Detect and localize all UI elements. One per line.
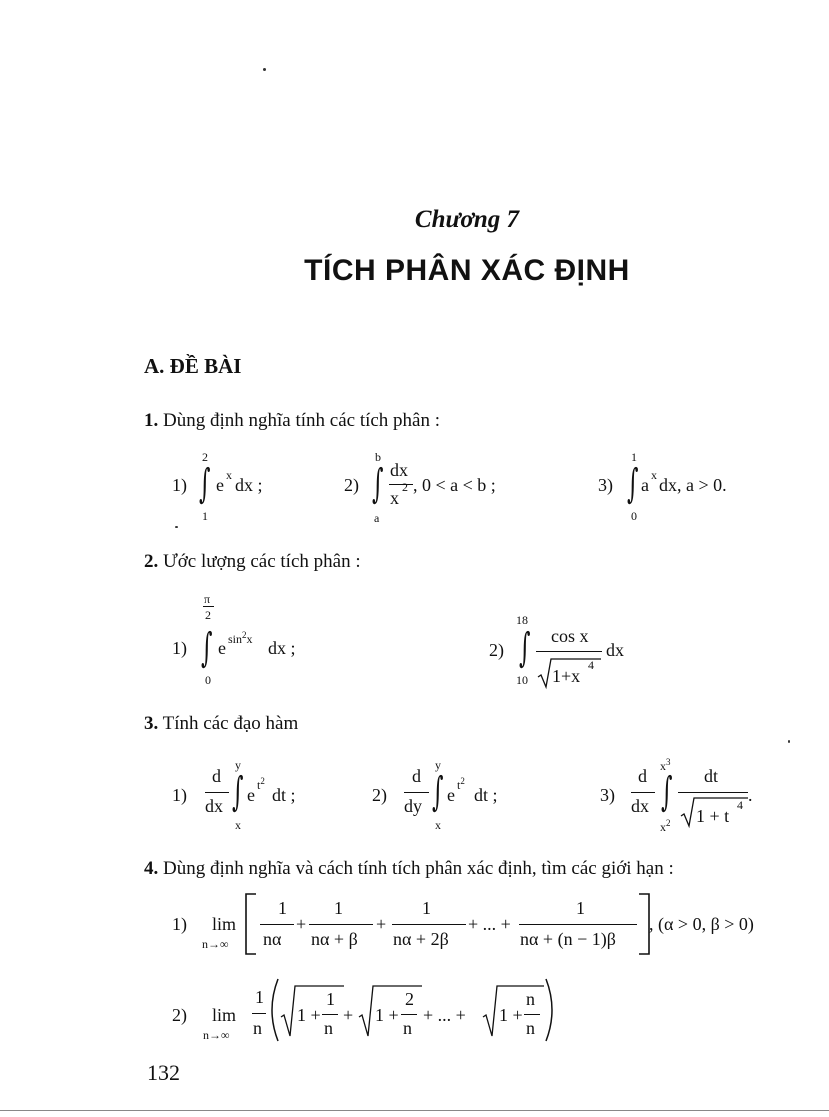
root-term: 1 + bbox=[297, 1005, 321, 1025]
integral-lower-limit: 10 bbox=[516, 673, 528, 687]
integral-upper-limit: 2 bbox=[202, 450, 208, 464]
integral-lower-limit: a bbox=[374, 511, 380, 525]
integrand-exponent: $\sin^2x$ bbox=[228, 630, 253, 646]
integral-lower-limit: 1 bbox=[202, 509, 208, 523]
integral-lower-limit: x bbox=[235, 818, 241, 832]
speck bbox=[788, 740, 790, 743]
integral-upper-limit-denominator: 2 bbox=[205, 608, 211, 622]
integrand-exponent: $t^2$ bbox=[257, 776, 265, 792]
root-term-denominator: n bbox=[324, 1018, 333, 1038]
fraction-bar bbox=[309, 924, 373, 925]
fraction-bar bbox=[536, 651, 602, 652]
fraction-bar bbox=[389, 484, 413, 485]
limit-subscript: n→∞ bbox=[202, 937, 229, 951]
speck bbox=[175, 526, 178, 528]
right-paren-icon bbox=[544, 978, 558, 1042]
integrand-tail: dt ; bbox=[474, 785, 498, 805]
term-numerator: 1 bbox=[334, 898, 343, 918]
plus-sign: + bbox=[376, 914, 387, 934]
root-term-numerator: 2 bbox=[405, 989, 414, 1009]
problem-number: 3. bbox=[144, 713, 159, 734]
page-number: 132 bbox=[147, 1060, 180, 1085]
item-label: 3) bbox=[600, 785, 615, 805]
denominator-exponent: 4 bbox=[588, 658, 594, 672]
fraction-bar bbox=[631, 792, 655, 793]
integrand-tail: dt ; bbox=[272, 785, 296, 805]
limit-subscript: n→∞ bbox=[203, 1028, 230, 1042]
bottom-edge-line bbox=[0, 1110, 829, 1111]
fraction-denominator: x bbox=[390, 488, 399, 508]
integral-sign: ∫ bbox=[201, 625, 213, 671]
chapter-title: TÍCH PHÂN XÁC ĐỊNH bbox=[304, 254, 630, 287]
derivative-numerator: d bbox=[412, 766, 421, 786]
plus-sign: + bbox=[296, 914, 307, 934]
fraction-numerator: dt bbox=[704, 766, 719, 786]
term-denominator: nα bbox=[263, 929, 282, 949]
prefactor-numerator: 1 bbox=[255, 987, 264, 1007]
item-label: 1) bbox=[172, 914, 187, 934]
problem-text: Tính các đạo hàm bbox=[162, 713, 299, 734]
derivative-denominator: dy bbox=[404, 796, 422, 816]
fraction-bar bbox=[392, 924, 466, 925]
root-term-denominator: n bbox=[526, 1018, 535, 1038]
condition-text: , (α > 0, β > 0) bbox=[649, 914, 754, 934]
integral-upper-limit: y bbox=[435, 758, 441, 772]
section-heading: A. ĐỀ BÀI bbox=[144, 354, 242, 378]
derivative-numerator: d bbox=[638, 766, 647, 786]
derivative-denominator: dx bbox=[205, 796, 223, 816]
prefactor-denominator: n bbox=[253, 1018, 262, 1038]
integral-upper-limit: 18 bbox=[516, 613, 528, 627]
left-paren-icon bbox=[266, 978, 280, 1042]
root-term-denominator: n bbox=[403, 1018, 412, 1038]
integrand-base: e bbox=[218, 638, 226, 658]
item-label: 2) bbox=[489, 640, 504, 660]
integral-upper-limit: b bbox=[375, 450, 381, 464]
integral-lower-limit: x bbox=[435, 818, 441, 832]
problem-text: Dùng định nghĩa và cách tính tích phân xác định, tìm các giới hạn : bbox=[163, 858, 674, 879]
integrand-base: a bbox=[641, 475, 649, 495]
integrand-exponent: x bbox=[226, 468, 232, 482]
integral-sign: ∫ bbox=[372, 461, 384, 507]
integral-sign: ∫ bbox=[519, 625, 531, 671]
left-bracket-icon bbox=[244, 893, 258, 955]
fraction-bar bbox=[322, 1014, 338, 1015]
root-term: 1 + bbox=[375, 1005, 399, 1025]
item-label: 3) bbox=[598, 475, 613, 495]
fraction-bar bbox=[401, 1014, 417, 1015]
item-label: 2) bbox=[172, 1005, 187, 1025]
item-label: 1) bbox=[172, 475, 187, 495]
problem-4-statement bbox=[144, 858, 674, 880]
integrand-tail: dx ; bbox=[268, 638, 296, 658]
limit-operator: lim bbox=[212, 1005, 237, 1025]
integrand-tail: , 0 < a < b ; bbox=[413, 475, 496, 495]
fraction-denominator: 1 + t bbox=[696, 806, 730, 826]
integrand-exponent: x bbox=[651, 468, 657, 482]
problem-1-statement bbox=[144, 410, 440, 432]
fraction-bar bbox=[519, 924, 637, 925]
denominator-exponent: 4 bbox=[737, 798, 743, 812]
fraction-bar bbox=[404, 792, 429, 793]
term-denominator: nα + (n − 1)β bbox=[520, 929, 616, 949]
problem-text: Dùng định nghĩa tính các tích phân : bbox=[163, 410, 441, 431]
integral-sign: ∫ bbox=[661, 769, 673, 815]
problem-number: 2. bbox=[144, 551, 159, 572]
fraction-denominator: 1+x bbox=[552, 666, 581, 686]
integral-sign: ∫ bbox=[199, 461, 211, 507]
integrand-exponent: $t^2$ bbox=[457, 776, 465, 792]
speck bbox=[263, 68, 266, 71]
fraction-bar bbox=[524, 1014, 540, 1015]
integrand-tail: dx bbox=[606, 640, 624, 660]
derivative-denominator: dx bbox=[631, 796, 649, 816]
ellipsis-plus: + ... + bbox=[468, 914, 511, 934]
term-denominator: nα + β bbox=[311, 929, 358, 949]
derivative-numerator: d bbox=[212, 766, 221, 786]
integral-upper-limit: $x^3$ bbox=[660, 757, 671, 773]
integral-sign: ∫ bbox=[232, 769, 244, 815]
item-label: 2) bbox=[344, 475, 359, 495]
item-label: 1) bbox=[172, 785, 187, 805]
chapter-heading: Chương 7 bbox=[414, 206, 520, 233]
fraction-numerator: dx bbox=[390, 460, 408, 480]
limit-fraction-bar bbox=[203, 606, 214, 607]
term-numerator: 1 bbox=[576, 898, 585, 918]
problem-3-statement bbox=[144, 713, 298, 735]
integral-lower-limit: 0 bbox=[205, 673, 211, 687]
integral-lower-limit: 0 bbox=[631, 509, 637, 523]
root-term-numerator: n bbox=[526, 989, 535, 1009]
integrand-tail: dx ; bbox=[235, 475, 263, 495]
item-label: 2) bbox=[372, 785, 387, 805]
item-label: 1) bbox=[172, 638, 187, 658]
integral-sign: ∫ bbox=[627, 461, 639, 507]
fraction-bar bbox=[678, 792, 748, 793]
term-denominator: nα + 2β bbox=[393, 929, 449, 949]
fraction-bar bbox=[252, 1013, 266, 1014]
limit-operator: lim bbox=[212, 914, 237, 934]
integral-upper-limit: 1 bbox=[631, 450, 637, 464]
fraction-bar bbox=[260, 924, 294, 925]
integral-upper-limit: y bbox=[235, 758, 241, 772]
problem-text: Ước lượng các tích phân : bbox=[163, 551, 361, 572]
integrand-tail: dx, a > 0. bbox=[659, 475, 727, 495]
integral-sign: ∫ bbox=[432, 769, 444, 815]
integrand-base: e bbox=[216, 475, 224, 495]
root-term-numerator: 1 bbox=[326, 989, 335, 1009]
integrand-tail: . bbox=[748, 785, 753, 805]
fraction-numerator: cos x bbox=[551, 626, 589, 646]
term-numerator: 1 bbox=[278, 898, 287, 918]
fraction-bar bbox=[205, 792, 229, 793]
problem-2-statement bbox=[144, 551, 361, 573]
integral-lower-limit: $x^2$ bbox=[660, 818, 671, 834]
problem-number: 1. bbox=[144, 410, 159, 431]
denominator-exponent: 2 bbox=[402, 480, 408, 494]
problem-number: 4. bbox=[144, 858, 159, 879]
integrand-base: e bbox=[247, 785, 255, 805]
term-numerator: 1 bbox=[422, 898, 431, 918]
integral-upper-limit: π bbox=[204, 592, 211, 606]
plus-sign: + bbox=[343, 1005, 354, 1025]
root-term: 1 + bbox=[499, 1005, 523, 1025]
ellipsis-plus: + ... + bbox=[423, 1005, 466, 1025]
integrand-base: e bbox=[447, 785, 455, 805]
